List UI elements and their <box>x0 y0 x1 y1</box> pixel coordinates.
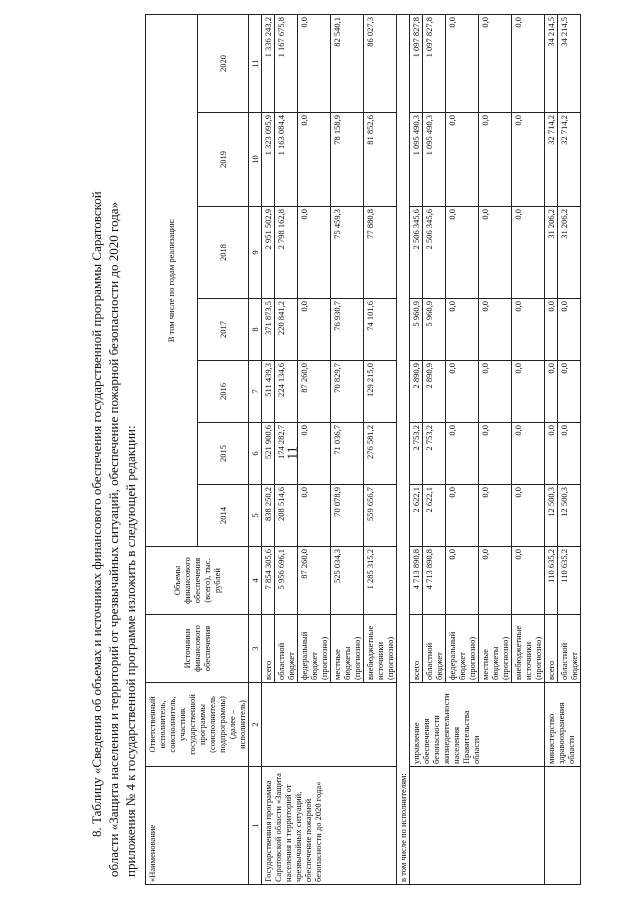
value-cell: 75 459,3 <box>331 207 364 299</box>
value-cell: 0,0 <box>558 299 581 361</box>
value-cell: 2 622,1 <box>423 485 446 547</box>
value-cell: 0,0 <box>446 299 479 361</box>
value-cell: 525 034,3 <box>331 547 364 615</box>
value-cell: 2 890,9 <box>410 361 423 423</box>
source-cell: областной бюджет <box>558 615 581 683</box>
header-volume: Объемы финансового обеспечения (всего), тыс. рублей <box>146 547 249 615</box>
value-cell: 31 206,2 <box>545 207 558 299</box>
value-cell: 521 900,6 <box>262 423 275 485</box>
header-by-years: В том числе по годам реализации: <box>146 14 198 546</box>
value-cell: 34 214,5 <box>545 14 558 112</box>
heading-line-2: области «Защита населения и территорий от чрезвычайных ситуаций, обеспечение пожарной безопасности до 2020 года» <box>106 201 121 877</box>
amendment-heading <box>88 17 139 877</box>
value-cell: 0,0 <box>512 113 545 207</box>
value-cell: 5 956 696,1 <box>275 547 298 615</box>
value-cell: 5 960,9 <box>410 299 423 361</box>
value-cell: 4 713 890,8 <box>423 547 446 615</box>
value-cell: 371 873,5 <box>262 299 275 361</box>
program-name: Государственная программа Саратовской области «Защита населения и территорий от чрезвычайных ситуаций, обеспечение пожарной безопасности до 2020 года» <box>262 767 397 885</box>
column-number: 4 <box>249 547 262 615</box>
value-cell: 0,0 <box>479 113 512 207</box>
value-cell: 82 540,1 <box>331 14 364 112</box>
value-cell: 1 097 827,8 <box>410 14 423 112</box>
column-number: 11 <box>249 14 262 112</box>
value-cell: 0,0 <box>558 361 581 423</box>
value-cell: 87 260,0 <box>298 361 331 423</box>
table-row <box>410 14 423 884</box>
value-cell: 2 951 502,9 <box>262 207 275 299</box>
source-cell: внебюджетные источники (прогнозно) <box>364 615 397 683</box>
value-cell: 2 506 345,6 <box>423 207 446 299</box>
value-cell: 0,0 <box>298 113 331 207</box>
value-cell: 81 852,6 <box>364 113 397 207</box>
value-cell: 4 713 890,8 <box>410 547 423 615</box>
header-name: «Наименование <box>146 767 249 885</box>
table-row <box>397 14 410 884</box>
value-cell: 0,0 <box>558 423 581 485</box>
value-cell: 32 714,2 <box>545 113 558 207</box>
source-cell: всего <box>545 615 558 683</box>
value-cell: 0,0 <box>545 299 558 361</box>
value-cell: 0,0 <box>446 423 479 485</box>
value-cell: 1 167 675,8 <box>275 14 298 112</box>
value-cell: 0,0 <box>479 547 512 615</box>
value-cell: 1 323 095,9 <box>262 113 275 207</box>
value-cell: 0,0 <box>298 14 331 112</box>
column-number: 7 <box>249 361 262 423</box>
value-cell: 838 250,2 <box>262 485 275 547</box>
column-number: 2 <box>249 683 262 767</box>
column-number: 5 <box>249 485 262 547</box>
value-cell: 1 163 084,4 <box>275 113 298 207</box>
value-cell: 0,0 <box>298 207 331 299</box>
table-row <box>545 14 558 884</box>
value-cell: 208 514,6 <box>275 485 298 547</box>
value-cell: 0,0 <box>446 485 479 547</box>
value-cell: 0,0 <box>446 14 479 112</box>
value-cell: 34 214,5 <box>558 14 581 112</box>
executor-name: управление обеспечения безопасности жизнедеятельности населения Правительства области <box>410 683 545 767</box>
value-cell: 74 101,6 <box>364 299 397 361</box>
value-cell: 174 282,7 <box>275 423 298 485</box>
column-number: 9 <box>249 207 262 299</box>
source-cell: федеральный бюджет (прогнозно) <box>298 615 331 683</box>
heading-line-1: 8. Таблицу «Сведения об объемах и источниках финансового обеспечения государственной программы Саратовской <box>89 191 104 837</box>
header-year: 2015 <box>197 423 249 485</box>
value-cell: 224 134,6 <box>275 361 298 423</box>
header-year: 2017 <box>197 299 249 361</box>
page-number: 11 <box>285 446 301 460</box>
value-cell: 511 439,3 <box>262 361 275 423</box>
column-number: 3 <box>249 615 262 683</box>
value-cell: 77 880,8 <box>364 207 397 299</box>
value-cell: 0,0 <box>512 547 545 615</box>
value-cell: 32 714,2 <box>558 113 581 207</box>
value-cell: 1 285 315,2 <box>364 547 397 615</box>
value-cell: 71 036,7 <box>331 423 364 485</box>
value-cell: 1 336 243,2 <box>262 14 275 112</box>
value-cell: 0,0 <box>446 361 479 423</box>
source-cell: федеральный бюджет (прогнозно) <box>446 615 479 683</box>
source-cell: местные бюджеты (прогнозно) <box>479 615 512 683</box>
value-cell: 2 506 345,6 <box>410 207 423 299</box>
value-cell: 78 158,9 <box>331 113 364 207</box>
header-year: 2019 <box>197 113 249 207</box>
value-cell: 2 798 162,8 <box>275 207 298 299</box>
column-number: 1 <box>249 767 262 885</box>
value-cell: 0,0 <box>512 299 545 361</box>
value-cell: 12 500,3 <box>558 485 581 547</box>
value-cell: 0,0 <box>479 485 512 547</box>
value-cell: 5 960,9 <box>423 299 446 361</box>
value-cell: 1 095 490,3 <box>423 113 446 207</box>
value-cell: 0,0 <box>298 485 331 547</box>
source-cell: всего <box>262 615 275 683</box>
value-cell: 559 656,7 <box>364 485 397 547</box>
value-cell: 0,0 <box>512 14 545 112</box>
executors-subheading: в том числе по исполнителям: <box>397 14 410 884</box>
column-number: 6 <box>249 423 262 485</box>
header-year: 2014 <box>197 485 249 547</box>
source-cell: местные бюджеты (прогнозно) <box>331 615 364 683</box>
value-cell: 0,0 <box>479 299 512 361</box>
header-year: 2020 <box>197 14 249 112</box>
column-number: 10 <box>249 113 262 207</box>
value-cell: 70 829,7 <box>331 361 364 423</box>
value-cell: 76 930,7 <box>331 299 364 361</box>
value-cell: 0,0 <box>512 361 545 423</box>
value-cell: 0,0 <box>512 485 545 547</box>
value-cell: 2 753,2 <box>410 423 423 485</box>
value-cell: 70 078,9 <box>331 485 364 547</box>
value-cell: 0,0 <box>298 423 331 485</box>
executor-name: министерство здравоохранения области <box>545 683 581 767</box>
header-year: 2018 <box>197 207 249 299</box>
header-executor: Ответственный исполнитель, соисполнитель, участник государственной программы (соисполнитель подпрограммы) (далее – исполнитель) <box>146 683 249 767</box>
executor-name-spacer <box>545 767 581 885</box>
executor-name-spacer <box>410 767 545 885</box>
value-cell: 12 500,3 <box>545 485 558 547</box>
value-cell: 0,0 <box>545 361 558 423</box>
value-cell: 7 854 305,6 <box>262 547 275 615</box>
value-cell: 0,0 <box>479 423 512 485</box>
heading-line-3: приложения № 4 к государственной программе изложить в следующей редакции: <box>123 425 138 877</box>
value-cell: 0,0 <box>545 423 558 485</box>
value-cell: 0,0 <box>512 423 545 485</box>
header-source: Источники финансового обеспечения <box>146 615 249 683</box>
value-cell: 0,0 <box>512 207 545 299</box>
source-cell: всего <box>410 615 423 683</box>
header-year: 2016 <box>197 361 249 423</box>
value-cell: 2 753,2 <box>423 423 446 485</box>
value-cell: 220 841,2 <box>275 299 298 361</box>
value-cell: 0,0 <box>446 113 479 207</box>
value-cell: 276 581,2 <box>364 423 397 485</box>
value-cell: 1 095 490,3 <box>410 113 423 207</box>
table-body <box>262 14 581 884</box>
table-row <box>262 14 275 884</box>
value-cell: 110 635,2 <box>545 547 558 615</box>
value-cell: 31 206,2 <box>558 207 581 299</box>
value-cell: 0,0 <box>479 207 512 299</box>
value-cell: 0,0 <box>446 547 479 615</box>
value-cell: 2 622,1 <box>410 485 423 547</box>
value-cell: 0,0 <box>298 299 331 361</box>
value-cell: 0,0 <box>479 361 512 423</box>
value-cell: 0,0 <box>446 207 479 299</box>
value-cell: 87 260,0 <box>298 547 331 615</box>
value-cell: 129 215,0 <box>364 361 397 423</box>
value-cell: 1 097 827,8 <box>423 14 446 112</box>
value-cell: 2 890,9 <box>423 361 446 423</box>
source-cell: областной бюджет <box>423 615 446 683</box>
value-cell: 86 027,3 <box>364 14 397 112</box>
program-executor-cell <box>262 683 397 767</box>
value-cell: 0,0 <box>479 14 512 112</box>
value-cell: 110 635,2 <box>558 547 581 615</box>
source-cell: внебюджетные источники (прогнозно) <box>512 615 545 683</box>
financing-table <box>145 14 581 885</box>
source-cell: областной бюджет <box>275 615 298 683</box>
column-number: 8 <box>249 299 262 361</box>
